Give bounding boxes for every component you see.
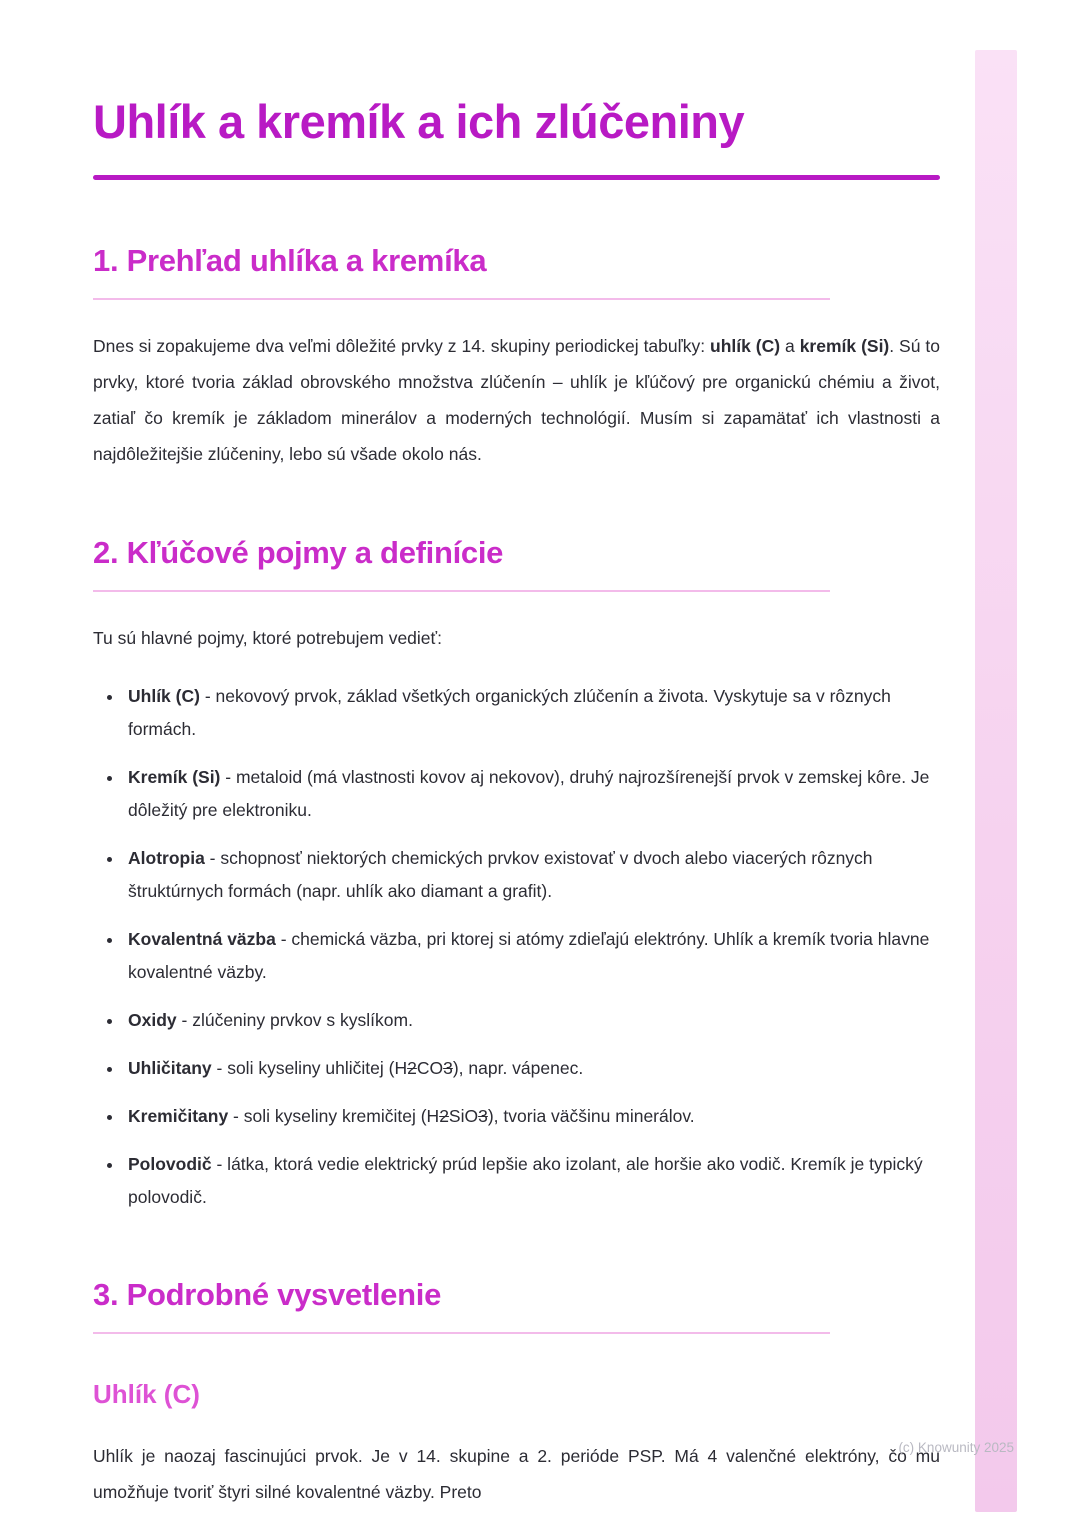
list-item-carbon: • Uhlík (C) - nekovový prvok, základ všetkých organických zlúčenín a života. Vyskytuje sa v rôznych formách. xyxy=(124,680,940,746)
section-terms xyxy=(93,534,940,1214)
list-item-silicon: • Kremík (Si) - metaloid (má vlastnosti kovov aj nekovov), druhý najrozšírenejší prvok v zemskej kôre. Je dôležitý pre elektroniku. xyxy=(124,761,940,827)
list-item-oxides: • Oxidy - zlúčeniny prvkov s kyslíkom. xyxy=(124,1004,940,1037)
document-content xyxy=(93,94,940,1510)
footer-credit: (c) Knowunity 2025 xyxy=(898,1440,1014,1455)
section-detail-heading: 3. Podrobné vysvetlenie xyxy=(93,1277,442,1312)
section-terms-heading: 2. Kľúčové pojmy a definície xyxy=(93,535,504,570)
section-overview-heading: 1. Prehľad uhlíka a kremíka xyxy=(93,243,487,278)
section-overview-divider xyxy=(93,298,830,300)
list-item-silicates: • Kremičitany - soli kyseliny kremičitej (H2SiO3), tvoria väčšinu minerálov. xyxy=(124,1100,940,1133)
section-overview xyxy=(93,242,940,472)
subsection-heading-carbon: Uhlík (C) xyxy=(93,1379,200,1409)
list-item-semiconductor: • Polovodič - látka, ktorá vedie elektrický prúd lepšie ako izolant, ale horšie ako vodič. Kremík je typický polovodič. xyxy=(124,1148,940,1214)
title-divider xyxy=(93,175,940,180)
section-detail-paragraph: Uhlík je naozaj fascinujúci prvok. Je v 14. skupine a 2. perióde PSP. Má 4 valenčné elektróny, čo mu umožňuje tvoriť štyri silné kovalentné väzby. Preto xyxy=(93,1446,940,1502)
terms-list xyxy=(93,680,940,1214)
page-title: Uhlík a kremík a ich zlúčeniny xyxy=(93,95,745,148)
section-terms-divider xyxy=(93,590,830,592)
section-terms-intro: Tu sú hlavné pojmy, ktoré potrebujem vedieť: xyxy=(93,628,442,648)
list-item-allotropy: • Alotropia - schopnosť niektorých chemických prvkov existovať v dvoch alebo viacerých rôznych štruktúrnych formách (napr. uhlík ako diamant a grafit). xyxy=(124,842,940,908)
section-overview-paragraph: Dnes si zopakujeme dva veľmi dôležité prvky z 14. skupiny periodickej tabuľky: uhlík (C) a kremík (Si). Sú to prvky, ktoré tvoria základ obrovského množstva zlúčenín – uhlík je kľúčový pre organickú chémiu a život, zatiaľ čo kremík je základom minerálov a moderných technológií. Musím si zapamätať ich vlastnosti a najdôležitejšie zlúčeniny, lebo sú všade okolo nás. xyxy=(93,336,940,464)
side-accent-strip xyxy=(975,50,1017,1512)
section-detail-divider xyxy=(93,1332,830,1334)
section-detail xyxy=(93,1276,940,1510)
list-item-carbonates: • Uhličitany - soli kyseliny uhličitej (H2CO3), napr. vápenec. xyxy=(124,1052,940,1085)
list-item-covalent-bond: • Kovalentná väzba - chemická väzba, pri ktorej si atómy zdieľajú elektróny. Uhlík a kremík tvoria hlavne kovalentné väzby. xyxy=(124,923,940,989)
